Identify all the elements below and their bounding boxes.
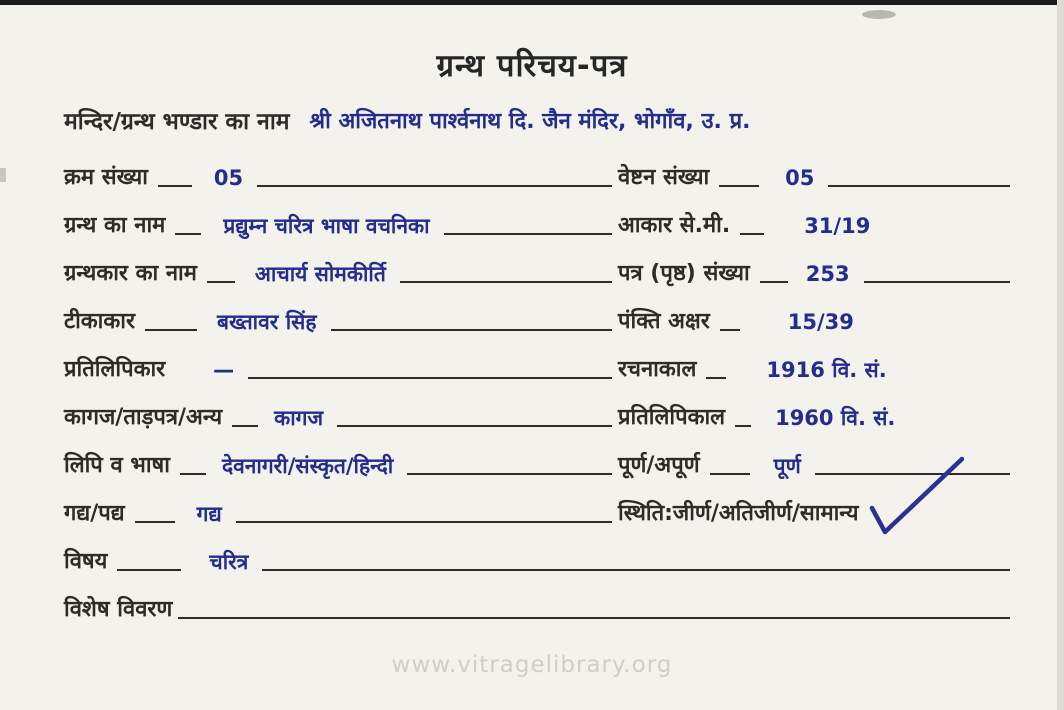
rule-line <box>178 617 1010 619</box>
page-count-row <box>618 254 1010 290</box>
copy-date-row <box>618 398 1010 434</box>
rule-line <box>117 569 181 571</box>
check-mark-icon <box>858 446 970 544</box>
copyist-label: प्रतिलिपिकार <box>64 357 166 382</box>
book-name-row <box>64 206 612 242</box>
lines-letters-value: 15/39 <box>787 310 854 334</box>
commentator-value: बख्तावर सिंह <box>216 310 317 334</box>
copyist-value: — <box>213 358 235 382</box>
complete-incomplete-label: पूर्ण/अपूर्ण <box>618 453 700 478</box>
rule-line <box>257 185 612 187</box>
temple-name-value: श्री अजितनाथ पार्श्वनाथ दि. जैन मंदिर, भोगाँव, उ. प्र. <box>309 109 751 134</box>
commentator-label: टीकाकार <box>64 309 135 334</box>
bundle-number-value: 05 <box>785 166 815 190</box>
temple-name-row <box>64 106 1024 138</box>
rule-line <box>706 377 726 379</box>
temple-name-label: मन्दिर/ग्रन्थ भण्डार का नाम <box>64 109 290 135</box>
serial-number-row <box>64 158 612 194</box>
bundle-number-row <box>618 158 1010 194</box>
rule-line <box>207 281 235 283</box>
rule-line <box>719 185 759 187</box>
rule-line <box>236 521 612 523</box>
watermark: www.vitragelibrary.org <box>391 652 673 678</box>
author-value: आचार्य सोमकीर्ति <box>254 262 386 286</box>
rule-line <box>180 473 206 475</box>
material-label: कागज/ताड़पत्र/अन्य <box>64 405 223 430</box>
script-language-value: देवनागरी/संस्कृत/हिन्दी <box>221 454 394 478</box>
scan-artifact-top-edge <box>0 0 1064 5</box>
rule-line <box>864 281 1010 283</box>
complete-incomplete-value: पूर्ण <box>773 454 801 478</box>
scan-artifact-right-edge <box>1057 0 1064 710</box>
composition-date-value: 1916 वि. सं. <box>766 358 887 382</box>
subject-row <box>64 542 1010 578</box>
composition-date-row <box>618 350 1010 386</box>
prose-verse-label: गद्य/पद्य <box>64 501 125 526</box>
size-label: आकार से.मी. <box>618 213 731 238</box>
subject-value: चरित्र <box>209 550 249 574</box>
copy-date-value: 1960 वि. सं. <box>775 406 896 430</box>
prose-verse-row <box>64 494 612 530</box>
rule-line <box>444 233 612 235</box>
page-count-value: 253 <box>805 262 850 286</box>
script-language-row <box>64 446 612 482</box>
rule-line <box>331 329 613 331</box>
lines-letters-row <box>618 302 1010 338</box>
rule-line <box>735 425 751 427</box>
rule-line <box>248 377 612 379</box>
material-value: कागज <box>274 406 324 430</box>
special-details-label: विशेष विवरण <box>64 597 173 622</box>
book-name-value: प्रद्युम्न चरित्र भाषा वचनिका <box>223 214 430 238</box>
rule-line <box>710 473 750 475</box>
script-language-label: लिपि व भाषा <box>64 453 170 478</box>
size-value: 31/19 <box>804 214 871 238</box>
rule-line <box>175 233 201 235</box>
material-row <box>64 398 612 434</box>
rule-line <box>400 281 612 283</box>
book-name-label: ग्रन्थ का नाम <box>64 213 166 238</box>
rule-line <box>262 569 1010 571</box>
page-count-label: पत्र (पृष्ठ) संख्या <box>618 261 750 286</box>
prose-verse-value: गद्य <box>196 502 222 526</box>
rule-line <box>337 425 612 427</box>
rule-line <box>740 233 764 235</box>
serial-number-value: 05 <box>213 166 244 190</box>
author-label: ग्रन्थकार का नाम <box>64 261 197 286</box>
scan-artifact-left-mark <box>0 168 6 182</box>
commentator-row <box>64 302 612 338</box>
bundle-number-label: वेष्टन संख्या <box>618 165 710 190</box>
rule-line <box>760 281 788 283</box>
special-details-row <box>64 590 1010 626</box>
card-title: ग्रन्थ परिचय-पत्र <box>436 48 628 84</box>
rule-line <box>135 521 175 523</box>
rule-line <box>232 425 258 427</box>
size-row <box>618 206 1010 242</box>
serial-number-label: क्रम संख्या <box>64 165 148 190</box>
rule-line <box>158 185 192 187</box>
author-row <box>64 254 612 290</box>
subject-label: विषय <box>64 549 108 574</box>
rule-line <box>828 185 1010 187</box>
scan-artifact-smudge <box>862 10 896 19</box>
condition-label: स्थिति:जीर्ण/अतिजीर्ण/सामान्य <box>618 501 859 526</box>
copy-date-label: प्रतिलिपिकाल <box>618 405 726 430</box>
rule-line <box>720 329 740 331</box>
rule-line <box>407 473 612 475</box>
rule-line <box>145 329 197 331</box>
composition-date-label: रचनाकाल <box>618 357 697 382</box>
copyist-row <box>64 350 612 386</box>
lines-letters-label: पंक्ति अक्षर <box>618 309 710 334</box>
